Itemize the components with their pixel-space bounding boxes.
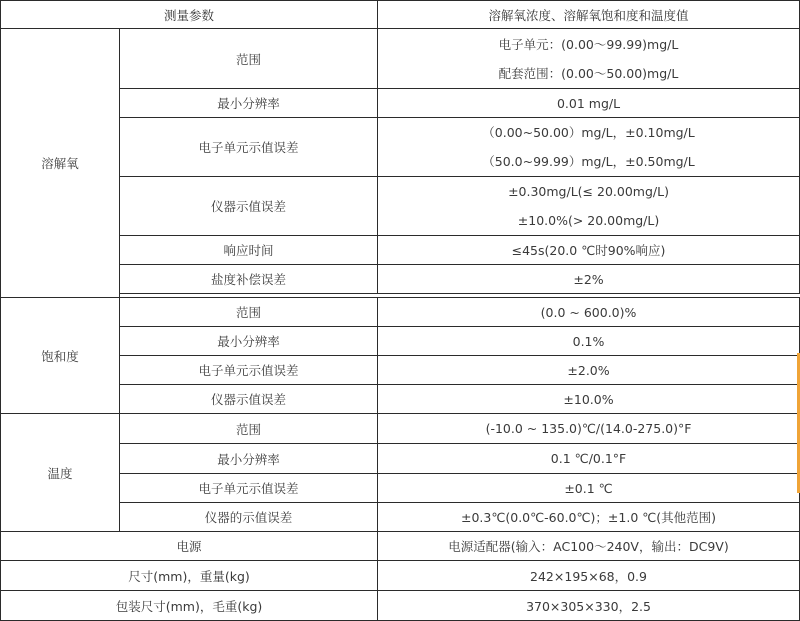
do-resolution-value: 0.01 mg/L — [378, 89, 800, 118]
do-instrument-error-line: ±0.30mg/L(≤ 20.00mg/L) — [508, 184, 669, 199]
power-label: 电源 — [1, 532, 378, 561]
do-range-value — [378, 29, 800, 89]
do-electronic-error-value — [378, 118, 800, 177]
do-electronic-error-line: （50.0~99.99）mg/L，±0.50mg/L — [482, 154, 695, 169]
header-param: 测量参数 — [1, 1, 378, 29]
do-instrument-error-line: ±10.0%(> 20.00mg/L) — [517, 213, 660, 228]
sat-electronic-error-value: ±2.0% — [378, 356, 800, 385]
do-resolution-label: 最小分辨率 — [120, 89, 378, 118]
sat-instrument-error-label: 仪器示值误差 — [120, 385, 378, 414]
table-row — [1, 265, 800, 294]
header-value: 溶解氧浓度、溶解氧饱和度和温度值 — [378, 1, 800, 29]
table-row — [1, 356, 800, 385]
table-row — [1, 591, 800, 621]
table-row — [1, 29, 800, 89]
temp-range-value: (-10.0 ~ 135.0)℃/(14.0-275.0)°F — [378, 414, 800, 444]
package-label: 包装尺寸(mm)，毛重(kg) — [1, 591, 378, 621]
table-row — [1, 89, 800, 118]
dimensions-value: 242×195×68，0.9 — [378, 561, 800, 591]
do-electronic-error-line: （0.00~50.00）mg/L，±0.10mg/L — [482, 125, 695, 140]
sat-range-value: (0.0 ~ 600.0)% — [378, 298, 800, 327]
do-response-label: 响应时间 — [120, 236, 378, 265]
table-row — [1, 444, 800, 474]
do-salinity-value: ±2% — [378, 265, 800, 294]
group-dissolved-oxygen: 溶解氧 — [1, 29, 120, 298]
do-instrument-error-value — [378, 177, 800, 236]
do-electronic-error-label: 电子单元示值误差 — [120, 118, 378, 177]
temp-range-label: 范围 — [120, 414, 378, 444]
do-response-value: ≤45s(20.0 ℃时90%响应) — [378, 236, 800, 265]
temp-resolution-value: 0.1 ℃/0.1°F — [378, 444, 800, 474]
do-instrument-error-label: 仪器示值误差 — [120, 177, 378, 236]
dimensions-label: 尺寸(mm)，重量(kg) — [1, 561, 378, 591]
table-row — [1, 414, 800, 444]
group-temperature: 温度 — [1, 414, 120, 532]
temp-resolution-label: 最小分辨率 — [120, 444, 378, 474]
temp-electronic-error-value: ±0.1 ℃ — [378, 474, 800, 503]
table-row — [1, 385, 800, 414]
table-row — [1, 561, 800, 591]
table-row — [1, 236, 800, 265]
temp-instrument-error-value: ±0.3℃(0.0℃-60.0℃)；±1.0 ℃(其他范围) — [378, 503, 800, 532]
power-value: 电源适配器(输入：AC100～240V，输出：DC9V) — [378, 532, 800, 561]
do-range-value-line: 配套范围：(0.00～50.00)mg/L — [498, 65, 679, 81]
temp-electronic-error-label: 电子单元示值误差 — [120, 474, 378, 503]
temp-instrument-error-label: 仪器的示值误差 — [120, 503, 378, 532]
table-row — [1, 532, 800, 561]
group-saturation: 饱和度 — [1, 298, 120, 414]
do-range-label: 范围 — [120, 29, 378, 89]
do-range-value-line: 电子单元：(0.00～99.99)mg/L — [498, 36, 679, 52]
table-row — [1, 298, 800, 327]
sat-range-label: 范围 — [120, 298, 378, 327]
sat-resolution-label: 最小分辨率 — [120, 327, 378, 356]
table-row — [1, 177, 800, 236]
sat-instrument-error-value: ±10.0% — [378, 385, 800, 414]
do-salinity-label: 盐度补偿误差 — [120, 265, 378, 294]
sat-electronic-error-label: 电子单元示值误差 — [120, 356, 378, 385]
table-header-row — [1, 1, 800, 29]
table-row — [1, 474, 800, 503]
table-row — [1, 503, 800, 532]
table-row — [1, 327, 800, 356]
sat-resolution-value: 0.1% — [378, 327, 800, 356]
table-row — [1, 118, 800, 177]
package-value: 370×305×330，2.5 — [378, 591, 800, 621]
